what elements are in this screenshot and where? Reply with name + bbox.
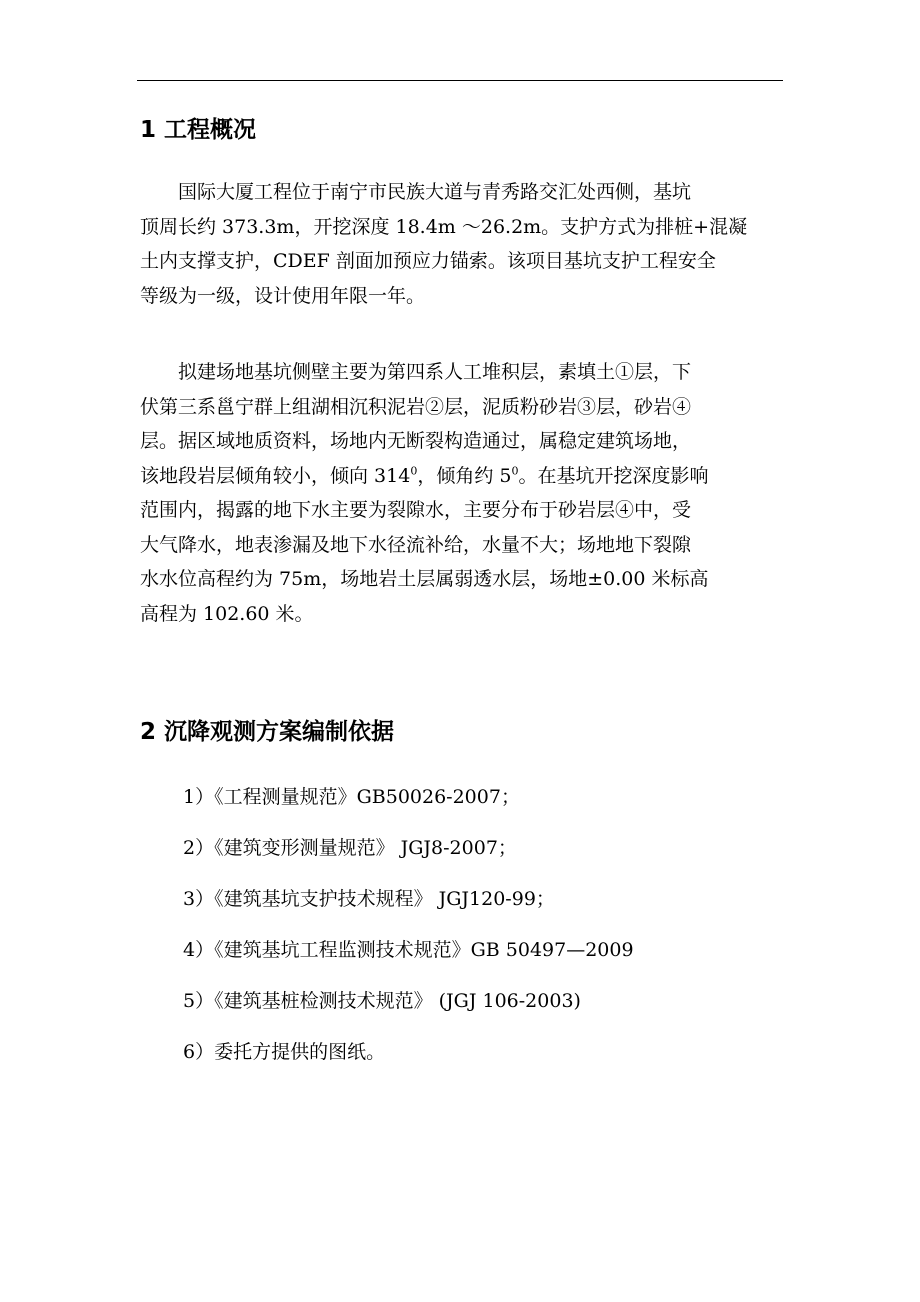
reference-item-4: 4）《建筑基坑工程监测技术规范》GB 50497—2009: [183, 939, 634, 961]
section-1-paragraph-1: [140, 175, 786, 313]
text-line: 等级为一级，设计使用年限一年。: [140, 284, 426, 307]
section-1-paragraph-2: [140, 355, 786, 631]
text-line: 国际大厦工程位于南宁市民族大道与青秀路交汇处西侧，基坑: [178, 181, 692, 203]
text-line: 伏第三系邕宁群上组湖相沉积泥岩②层，泥质粉砂岩③层，砂岩④: [140, 395, 692, 418]
reference-item-1: 1）《工程测量规范》GB50026-2007；: [183, 786, 520, 808]
text-line: 大气降水，地表渗漏及地下水径流补给，水量不大；场地地下裂隙: [140, 533, 692, 556]
text-line: 高程为 102.60 米。: [140, 602, 314, 625]
reference-item-6: 6）委托方提供的图纸。: [183, 1041, 386, 1063]
text-line: 顶周长约 373.3m，开挖深度 18.4m ～26.2m。支护方式为排桩+混凝: [140, 215, 748, 238]
header-rule: [137, 80, 783, 81]
text-line: 层。据区域地质资料，场地内无断裂构造通过，属稳定建筑场地，: [140, 430, 692, 452]
reference-item-5: 5）《建筑基桩检测技术规范》 (JGJ 106-2003): [183, 990, 581, 1012]
text-line: 水水位高程约为 75m，场地岩土层属弱透水层，场地±0.00 米标高: [140, 568, 709, 590]
text-segment: 。在基坑开挖深度影响: [518, 464, 709, 487]
reference-item-2: 2）《建筑变形测量规范》 JGJ8-2007；: [183, 837, 517, 859]
text-line: 土内支撑支护，CDEF 剖面加预应力锚索。该项目基坑支护工程安全: [140, 250, 716, 272]
degree-superscript: 0: [410, 464, 418, 478]
text-line: 范围内，揭露的地下水主要为裂隙水，主要分布于砂岩层④中，受: [140, 499, 692, 521]
text-line: 拟建场地基坑侧壁主要为第四系人工堆积层，素填土①层，下: [178, 361, 692, 383]
degree-superscript: 0: [511, 464, 519, 478]
text-segment: ，倾角约 5: [417, 464, 512, 487]
section-1-heading: 1 工程概况: [140, 117, 257, 143]
reference-item-3: 3）《建筑基坑支护技术规程》 JGJ120-99；: [183, 888, 555, 910]
section-2-heading: 2 沉降观测方案编制依据: [140, 719, 395, 745]
text-segment: 该地段岩层倾角较小，倾向 314: [140, 464, 411, 487]
text-line: [140, 459, 786, 494]
